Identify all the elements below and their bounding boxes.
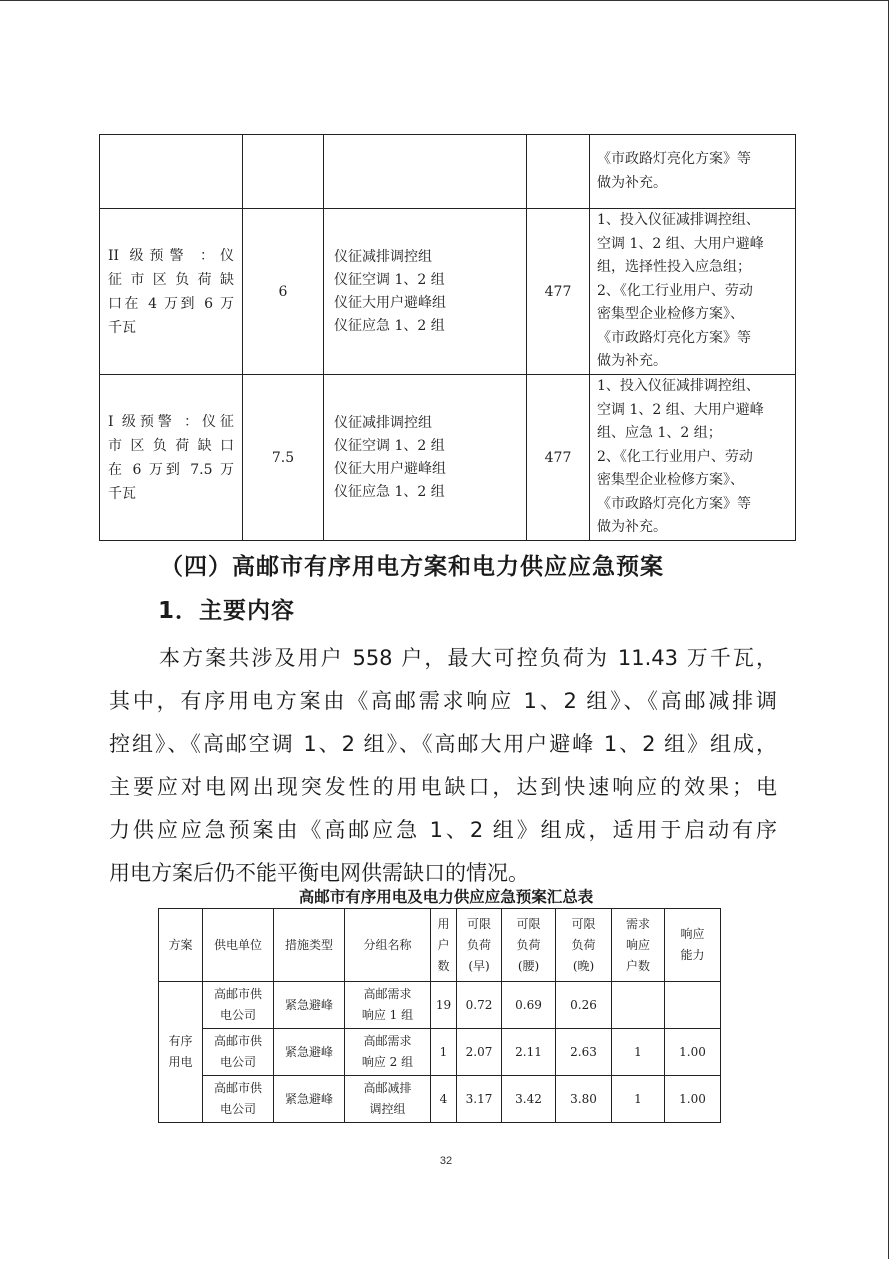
gap-cell (243, 135, 324, 209)
group-line: 仪征空调 1、2 组 (334, 437, 445, 454)
level-line: II 级预警 ：仪 (108, 247, 234, 264)
mid-load-cell: 0.69 (502, 982, 556, 1029)
type-cell: 紧急避峰 (274, 982, 345, 1029)
table-row (100, 135, 796, 209)
header-cell (612, 909, 665, 982)
measure-line: 1、投入仪征减排调控组、 (597, 212, 760, 229)
paragraph-line: 主要应对电网出现突发性的用电缺口，达到快速响应的效果；电 (109, 775, 777, 799)
measure-line: 2、《化工行业用户、劳动 (597, 282, 753, 299)
level-line: 千瓦 (108, 485, 136, 502)
type-cell: 紧急避峰 (274, 1076, 345, 1123)
capacity-cell: 1.00 (665, 1029, 721, 1076)
header-text: 用 (437, 916, 450, 931)
unit-cell (203, 1029, 274, 1076)
measures-cell (590, 375, 796, 541)
paragraph-line: 用电方案后仍不能平衡电网供需缺口的情况。 (109, 861, 529, 885)
header-cell (159, 909, 203, 982)
gap-cell: 6 (243, 209, 324, 375)
measure-line: 《市政路灯亮化方案》等 (597, 495, 751, 512)
measure-line: 做为补充。 (597, 353, 667, 370)
group-cell (345, 1076, 431, 1123)
subheading: 1．主要内容 (158, 598, 296, 624)
measure-line: 《市政路灯亮化方案》等 (597, 329, 751, 346)
table-row (100, 375, 796, 541)
measure-line: 做为补充。 (597, 519, 667, 536)
header-cell (345, 909, 431, 982)
measure-line: 1、投入仪征减排调控组、 (597, 378, 760, 395)
header-text: 负荷 (466, 937, 491, 952)
measure-line: 组、应急 1、2 组； (597, 425, 722, 442)
header-cell (502, 909, 556, 982)
header-cell (665, 909, 721, 982)
header-text: 响应 (680, 927, 705, 941)
header-cell (556, 909, 612, 982)
dr-users-cell: 1 (612, 1076, 665, 1123)
groups-cell (324, 209, 527, 375)
mid-load-cell: 3.42 (502, 1076, 556, 1123)
scheme-text: 有序 (168, 1034, 193, 1048)
unit-text: 电公司 (219, 1102, 256, 1116)
group-cell (345, 1029, 431, 1076)
late-load-cell: 2.63 (556, 1029, 612, 1076)
early-load-cell: 2.07 (457, 1029, 502, 1076)
header-text: 方案 (168, 937, 193, 952)
warning-level-table (99, 134, 796, 541)
group-line: 仪征大用户避峰组 (334, 294, 446, 311)
header-cell (203, 909, 274, 982)
level-cell (100, 135, 243, 209)
dr-users-cell: 1 (612, 1029, 665, 1076)
header-text: (早) (468, 958, 490, 973)
header-text: 能力 (680, 948, 705, 962)
table-header-row (159, 909, 721, 982)
header-cell (274, 909, 345, 982)
header-text: 可限 (466, 916, 491, 931)
paragraph-line: 本方案共涉及用户 558 户，最大可控负荷为 11.43 万千瓦， (159, 646, 777, 670)
level-cell (100, 375, 243, 541)
header-text: 响应 (625, 937, 650, 952)
header-text: 户 (437, 937, 450, 952)
group-line: 仪征空调 1、2 组 (334, 271, 445, 288)
scheme-text: 用电 (168, 1055, 193, 1069)
level-cell (100, 209, 243, 375)
load-cell (527, 135, 590, 209)
header-text: 户数 (625, 958, 650, 973)
header-text: 分组名称 (363, 937, 412, 952)
early-load-cell: 3.17 (457, 1076, 502, 1123)
table-row (159, 1029, 721, 1076)
header-text: (腰) (517, 958, 540, 973)
measure-line: 空调 1、2 组、大用户避峰 (597, 401, 764, 418)
measure-line: 空调 1、2 组、大用户避峰 (597, 235, 764, 252)
unit-text: 电公司 (219, 1055, 256, 1069)
group-text: 调控组 (369, 1102, 406, 1116)
type-cell: 紧急避峰 (274, 1029, 345, 1076)
paragraph-line: 其中，有序用电方案由《高邮需求响应 1、2 组》、《高邮减排调 (109, 689, 777, 713)
scheme-cell (159, 982, 203, 1123)
header-text: 可限 (571, 916, 596, 931)
group-line: 仪征减排调控组 (334, 248, 432, 265)
late-load-cell: 0.26 (556, 982, 612, 1029)
capacity-cell (665, 982, 721, 1029)
load-cell: 477 (527, 375, 590, 541)
level-line: 千瓦 (108, 319, 136, 336)
header-text: 负荷 (516, 937, 541, 952)
group-text: 高邮需求 (363, 1034, 412, 1048)
level-line: I 级预警 ：仪征 (108, 413, 234, 430)
level-line: 市区负荷缺口 (108, 437, 234, 454)
group-text: 高邮需求 (363, 987, 412, 1001)
paragraph-line: 控组》、《高邮空调 1、2 组》、《高邮大用户避峰 1、2 组》组成， (109, 732, 777, 756)
unit-cell (203, 1076, 274, 1123)
users-cell: 4 (431, 1076, 457, 1123)
groups-cell (324, 375, 527, 541)
section-heading: （四）高邮市有序用电方案和电力供应应急预案 (160, 554, 664, 580)
measure-line: 密集型企业检修方案》、 (597, 306, 744, 323)
unit-text: 高邮市供 (213, 1081, 262, 1095)
header-text: 供电单位 (213, 937, 262, 952)
unit-text: 高邮市供 (213, 987, 262, 1001)
header-text: 可限 (516, 916, 541, 931)
group-text: 高邮减排 (363, 1081, 412, 1095)
group-line: 仪征大用户避峰组 (334, 460, 446, 477)
measures-cell (590, 209, 796, 375)
body-paragraph (109, 637, 777, 895)
table-row (100, 209, 796, 375)
table-caption: 高邮市有序用电及电力供应应急预案汇总表 (298, 888, 594, 906)
capacity-cell: 1.00 (665, 1076, 721, 1123)
group-text: 响应 2 组 (361, 1055, 414, 1069)
measure-line: 做为补充。 (597, 174, 667, 191)
mid-load-cell: 2.11 (502, 1029, 556, 1076)
measures-cell (590, 135, 796, 209)
table-row (159, 1076, 721, 1123)
measure-line: 密集型企业检修方案》、 (597, 472, 744, 489)
summary-table (158, 908, 721, 1123)
header-text: (晚) (572, 958, 595, 973)
group-cell (345, 982, 431, 1029)
unit-text: 电公司 (219, 1008, 256, 1022)
paragraph-line: 力供应应急预案由《高邮应急 1、2 组》组成，适用于启动有序 (109, 818, 777, 842)
level-line: 征市区负荷缺 (108, 271, 234, 288)
unit-cell (203, 982, 274, 1029)
header-cell (431, 909, 457, 982)
header-text: 负荷 (571, 937, 596, 952)
table-row (159, 982, 721, 1029)
dr-users-cell (612, 982, 665, 1029)
gap-cell: 7.5 (243, 375, 324, 541)
load-cell: 477 (527, 209, 590, 375)
measure-line: 组，选择性投入应急组； (597, 259, 751, 276)
group-line: 仪征减排调控组 (334, 414, 432, 431)
group-text: 响应 1 组 (361, 1008, 414, 1022)
group-line: 仪征应急 1、2 组 (334, 483, 445, 500)
header-cell (457, 909, 502, 982)
users-cell: 19 (431, 982, 457, 1029)
header-text: 数 (437, 958, 450, 973)
level-line: 在 6 万到 7.5 万 (108, 461, 234, 478)
users-cell: 1 (431, 1029, 457, 1076)
late-load-cell: 3.80 (556, 1076, 612, 1123)
level-line: 口在 4 万到 6 万 (108, 295, 234, 312)
groups-cell (324, 135, 527, 209)
unit-text: 高邮市供 (213, 1034, 262, 1048)
header-text: 措施类型 (284, 937, 333, 952)
page-number: 32 (439, 1155, 453, 1167)
measure-line: 2、《化工行业用户、劳动 (597, 448, 753, 465)
group-line: 仪征应急 1、2 组 (334, 317, 445, 334)
early-load-cell: 0.72 (457, 982, 502, 1029)
measure-line: 《市政路灯亮化方案》等 (597, 151, 751, 167)
header-text: 需求 (625, 916, 650, 931)
